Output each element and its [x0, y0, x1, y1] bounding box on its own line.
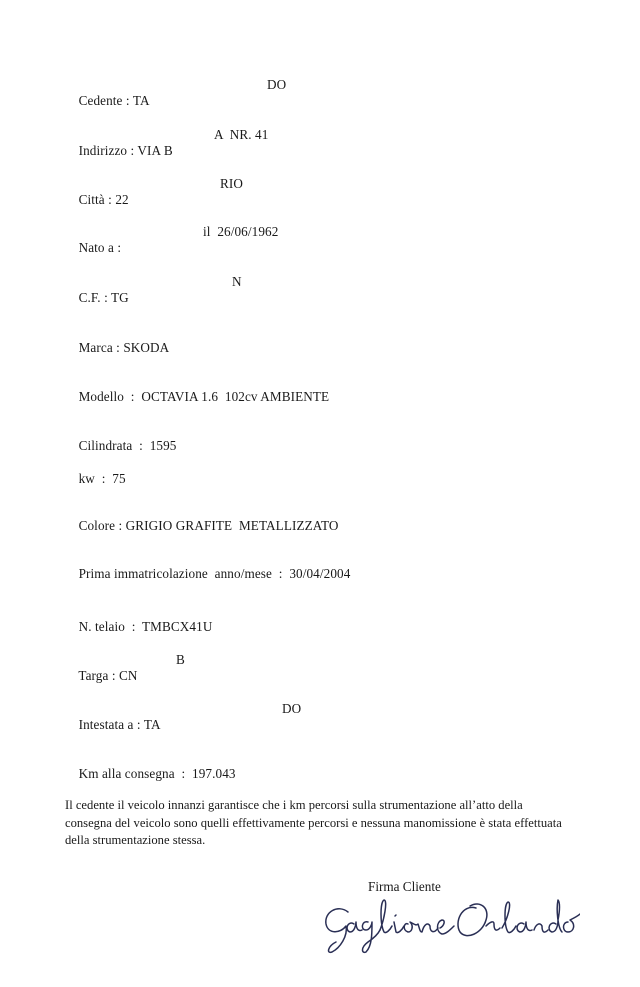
colore-label: Colore	[78, 518, 116, 533]
modello-sep: :	[123, 389, 142, 404]
cilindrata-sep: :	[132, 438, 150, 453]
prima-immatricolazione-row	[65, 550, 350, 598]
targa-sep: :	[108, 668, 120, 683]
targa-value-end: B	[176, 652, 185, 667]
modello-label: Modello	[78, 389, 124, 404]
declaration-line-2: consegna del veicolo sono quelli effettivamente percorsi e nessuna manomissione è stata effettuata	[65, 815, 562, 830]
declaration-line-1: Il cedente il veicolo innanzi garantisce che i km percorsi sulla strumentazione all’atto della	[65, 798, 523, 812]
intestata-value-start: TA	[143, 717, 161, 732]
km-row	[65, 750, 236, 798]
cedente-sep: :	[122, 93, 133, 108]
km-label: Km alla consegna	[78, 766, 175, 781]
cilindrata-value: 1595	[149, 438, 177, 453]
indirizzo-label: Indirizzo	[78, 143, 128, 158]
prima-immatricolazione-value: 30/04/2004	[289, 566, 351, 581]
cedente-value-end: DO	[267, 77, 287, 92]
citta-value-start: 22	[115, 192, 129, 207]
marca-row	[65, 324, 169, 372]
prima-immatricolazione-label: Prima immatricolazione anno/mese	[78, 566, 272, 581]
marca-sep: :	[112, 340, 124, 355]
nato-sep: :	[113, 240, 125, 255]
targa-value-start: CN	[119, 668, 138, 683]
cf-value-end: N	[232, 274, 242, 289]
citta-label: Città	[78, 192, 105, 207]
intestata-label: Intestata a	[78, 717, 134, 732]
firma-cliente-label: Firma Cliente	[368, 879, 441, 894]
indirizzo-sep: :	[127, 143, 138, 158]
declaration-paragraph	[65, 797, 635, 850]
declaration-line-3: della strumentazione stessa.	[65, 833, 206, 847]
km-sep: :	[174, 766, 193, 781]
kw-value: 75	[112, 471, 126, 486]
telaio-row	[65, 603, 212, 651]
kw-sep: :	[94, 471, 113, 486]
marca-label: Marca	[78, 340, 113, 355]
prima-immatricolazione-sep: :	[271, 566, 290, 581]
kw-label: kw	[78, 471, 95, 486]
kw-row	[65, 455, 126, 503]
cf-value-start: TG	[111, 290, 129, 305]
cf-label: C.F.	[78, 290, 101, 305]
nato-label: Nato a	[78, 240, 114, 255]
intestata-value-end: DO	[282, 701, 302, 716]
cilindrata-label: Cilindrata	[78, 438, 133, 453]
colore-row	[65, 502, 339, 550]
indirizzo-value-start: VIA B	[137, 143, 173, 158]
km-value: 197.043	[192, 766, 236, 781]
modello-row	[65, 373, 329, 421]
nato-value-end: il 26/06/1962	[203, 224, 279, 239]
cedente-label: Cedente	[78, 93, 123, 108]
citta-value-end: RIO	[220, 176, 244, 191]
modello-value: OCTAVIA 1.6 102cv AMBIENTE	[141, 389, 330, 404]
colore-value: GRIGIO GRAFITE METALLIZZATO	[125, 518, 339, 533]
handwritten-signature	[318, 890, 580, 968]
targa-label: Targa	[78, 668, 109, 683]
marca-value: SKODA	[123, 340, 170, 355]
telaio-value: TMBCX41U	[142, 619, 213, 634]
cedente-value-start: TA	[132, 93, 150, 108]
telaio-sep: :	[124, 619, 143, 634]
telaio-label: N. telaio	[78, 619, 125, 634]
colore-sep: :	[115, 518, 126, 533]
citta-sep: :	[104, 192, 116, 207]
indirizzo-value-end: A NR. 41	[214, 127, 269, 142]
cf-sep: :	[100, 290, 111, 305]
intestata-sep: :	[133, 717, 144, 732]
